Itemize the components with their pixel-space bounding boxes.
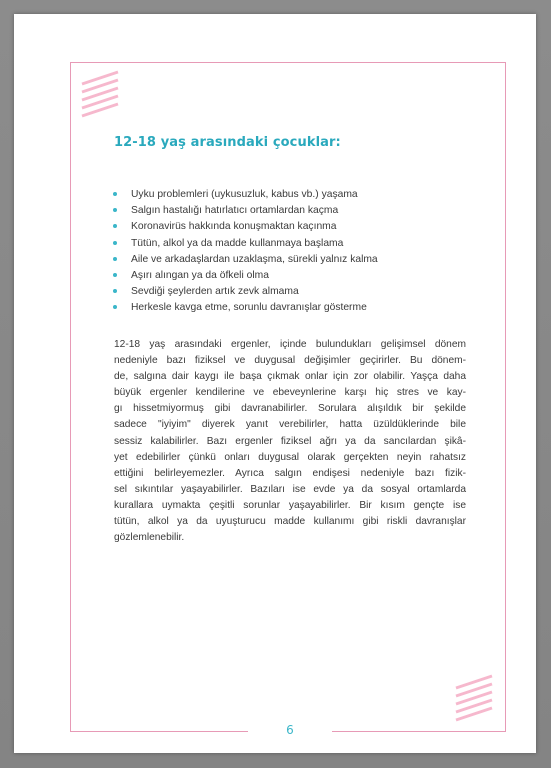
paragraph-line: tütün, alkol ya da uyuşturucu madde kullanımı gibi riskli davranışlar bbox=[114, 516, 466, 528]
list-item-text: Aile ve arkadaşlardan uzaklaşma, sürekli yalnız kalma bbox=[131, 253, 378, 265]
list-item-text: Tütün, alkol ya da madde kullanmaya başlama bbox=[131, 237, 344, 249]
document-page bbox=[14, 14, 536, 753]
list-item-text: Sevdiği şeylerden artık zevk almama bbox=[131, 286, 299, 298]
decorative-stripes-icon bbox=[454, 674, 494, 722]
bullet-icon bbox=[113, 257, 117, 261]
list-item bbox=[112, 236, 482, 252]
list-item bbox=[112, 252, 482, 268]
bullet-icon bbox=[113, 289, 117, 293]
page-number: 6 bbox=[286, 723, 294, 737]
paragraph-line: büyük ergenler kendilerine ve ebeveynlerine karşı hiç stres ve kay- bbox=[114, 387, 466, 399]
paragraph-line: sadece "iyiyim" diyerek yanıt verebilirler, hatta üzüldüklerinde bile bbox=[114, 419, 466, 431]
bullet-icon bbox=[113, 241, 117, 245]
list-item bbox=[112, 203, 482, 219]
list-item bbox=[112, 187, 482, 203]
body-paragraph bbox=[114, 337, 466, 546]
paragraph-line: gı hissetmiyormuş gibi davranabilirler. Sorulara alışıldık bir şekilde bbox=[114, 403, 466, 415]
paragraph-line: yet edebilirler çünkü onları duygusal olarak gerçekten neyin rahatsız bbox=[114, 451, 466, 463]
list-item bbox=[112, 219, 482, 235]
bullet-icon bbox=[113, 192, 117, 196]
list-item bbox=[112, 268, 482, 284]
list-item-text: Aşırı alıngan ya da öfkeli olma bbox=[131, 270, 269, 282]
paragraph-line: kurallara uymakta çeşitli sorunlar yaşayabilirler. Bir kısım gençte ise bbox=[114, 499, 466, 511]
decorative-stripes-icon bbox=[80, 70, 120, 118]
list-item bbox=[112, 284, 482, 300]
bullet-icon bbox=[113, 208, 117, 212]
list-item bbox=[112, 300, 482, 316]
paragraph-line: 12-18 yaş arasındaki ergenler, içinde bulundukları gelişimsel dönem bbox=[114, 339, 466, 350]
paragraph-line: gözlemlenebilir. bbox=[114, 532, 185, 544]
list-item-text: Herkesle kavga etme, sorunlu davranışlar gösterme bbox=[131, 302, 367, 314]
list-item-text: Koronavirüs hakkında konuşmaktan kaçınma bbox=[131, 221, 337, 233]
paragraph-line: sel sıkıntılar yaşayabilirler. Bazıları ise evde ya da sosyal ortamlarda bbox=[114, 483, 466, 495]
paragraph-line: ettiğini belirleyemezler. Ayrıca salgın endişesi nedeniyle bazı fizik- bbox=[114, 467, 466, 479]
section-heading: 12-18 yaş arasındaki çocuklar: bbox=[114, 135, 341, 150]
bullet-icon bbox=[113, 273, 117, 277]
paragraph-line: nedeniyle bazı fiziksel ve duygusal değişimler geçirirler. Bu dönem- bbox=[114, 355, 466, 367]
list-item-text: Uyku problemleri (uykusuzluk, kabus vb.) yaşama bbox=[131, 189, 358, 200]
bullet-icon bbox=[113, 305, 117, 309]
symptom-list bbox=[112, 187, 482, 317]
list-item-text: Salgın hastalığı hatırlatıcı ortamlardan kaçma bbox=[131, 205, 339, 217]
bullet-icon bbox=[113, 224, 117, 228]
paragraph-line: de, salgına dair kaygı ile başa çıkmak onlar için zor olabilir. Yaşça daha bbox=[114, 371, 466, 383]
paragraph-line: sessiz kalabilirler. Bazı ergenler fiziksel ağrı ya da sancılardan şikâ- bbox=[114, 435, 466, 447]
